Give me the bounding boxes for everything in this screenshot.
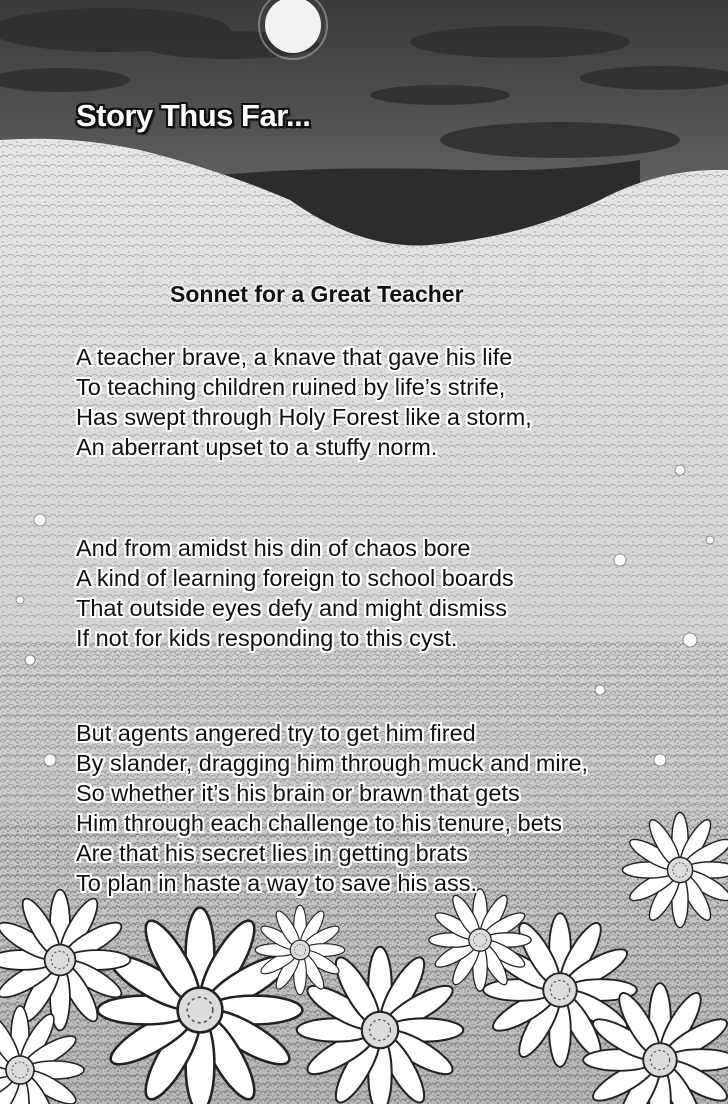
poem-line: To teaching children ruined by life’s strife,: [76, 374, 506, 400]
poem-line: By slander, dragging him through muck and mire,: [76, 750, 589, 776]
poem-line: That outside eyes defy and might dismiss: [76, 595, 508, 621]
stanza: [76, 342, 532, 462]
poem-line: And from amidst his din of chaos bore: [76, 535, 471, 561]
poem-line: A teacher brave, a knave that gave his life: [76, 344, 513, 370]
stanza: [76, 718, 588, 898]
story-heading: Story Thus Far...: [76, 98, 311, 133]
stanza: [76, 533, 514, 653]
poem-line: Him through each challenge to his tenure, bets: [76, 810, 562, 836]
poem-line: To plan in haste a way to save his ass.: [76, 870, 478, 896]
poem-line: A kind of learning foreign to school boards: [76, 565, 514, 591]
poem-line: If not for kids responding to this cyst.: [76, 625, 458, 651]
poem-line: Has swept through Holy Forest like a storm,: [76, 404, 532, 430]
poem-line: So whether it’s his brain or brawn that gets: [76, 780, 520, 806]
poem-title: Sonnet for a Great Teacher: [170, 281, 464, 307]
poem-line: An aberrant upset to a stuffy norm.: [76, 434, 438, 460]
poem-line: Are that his secret lies in getting brats: [76, 840, 468, 866]
poem-line: But agents angered try to get him fired: [76, 720, 476, 746]
